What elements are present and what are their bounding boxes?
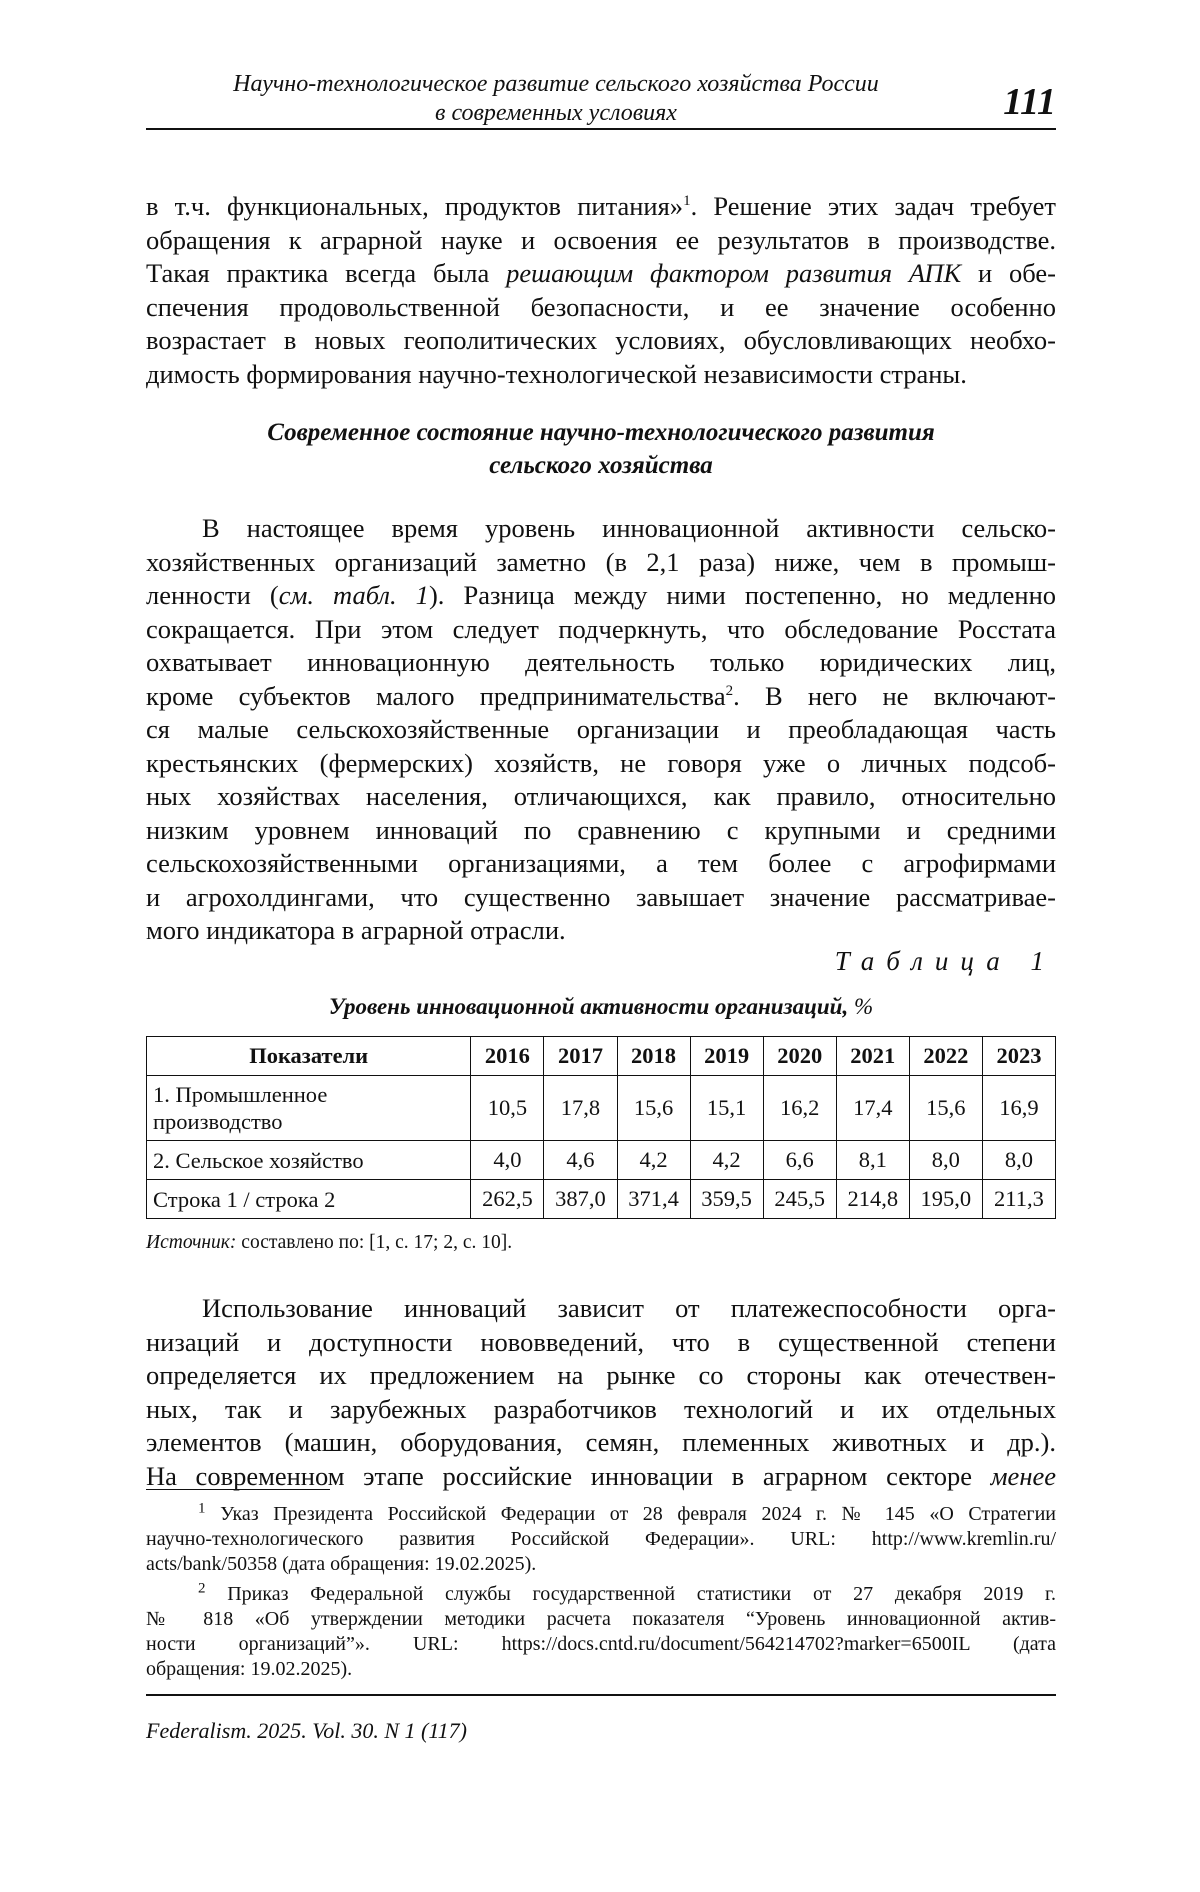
column-header-year: 2019 [690,1037,763,1076]
section-heading-line1: Современное состояние научно-технологического развития [267,419,935,446]
table-cell: 16,2 [763,1076,836,1141]
table-cell: 6,6 [763,1141,836,1180]
column-header-indicator: Показатели [147,1037,471,1076]
text-line: элементов (машин, оборудования, семян, племенных животных и др.). [146,1427,1056,1457]
column-header-year: 2020 [763,1037,836,1076]
table-header-row [147,1037,1056,1076]
text-line: На современном этапе российские инновации в аграрном секторе менее [146,1460,1056,1491]
footnote-ref-1[interactable]: 1 [683,193,691,210]
table-cell: 16,9 [982,1076,1055,1141]
text-line: крестьянских (фермерских) хозяйств, не говоря уже о личных подсоб- [146,747,1056,778]
running-title-line2: в современных условиях [435,100,677,126]
footer-separator [146,1694,1056,1696]
column-header-year: 2018 [617,1037,690,1076]
table-cell: 211,3 [982,1180,1055,1219]
table-cell: 371,4 [617,1180,690,1219]
table-cell: 4,2 [617,1141,690,1180]
table-cell: 8,1 [836,1141,909,1180]
table-cell: 10,5 [471,1076,544,1141]
table-row [147,1180,1056,1219]
footnote-mark: 1 [198,1500,206,1517]
table-cell: 15,1 [690,1076,763,1141]
table-cell: 8,0 [909,1141,982,1180]
table-unit: % [853,994,874,1019]
table-cell: 17,4 [836,1076,909,1141]
table-cell: 4,0 [471,1141,544,1180]
text-line: № 818 «Об утверждении методики расчета показателя “Уровень инновационной актив- [146,1608,1056,1630]
text-line: acts/bank/50358 (дата обращения: 19.02.2025). [146,1553,537,1575]
table-cell: 4,6 [544,1141,617,1180]
table-title: Уровень инновационной активности организаций, % [328,994,874,1019]
emphasis-text: менее [990,1460,1056,1491]
text-line: в т.ч. функциональных, продуктов питания»$^1$. Решение этих задач требует [146,191,1056,221]
table-cell: 387,0 [544,1180,617,1219]
text-line: В настоящее время уровень инновационной активности сельско- [202,513,1056,543]
table-cell: 359,5 [690,1180,763,1219]
footnote-1 [146,1502,1056,1577]
text-line: кроме субъектов малого предпринимательства$^2$. В него не включают- [146,680,1056,711]
text-line: обращения к аграрной науке и освоения ее результатов в производстве. [146,224,1056,255]
source-label: Источник: [146,1232,237,1253]
text-line: сокращается. При этом следует подчеркнуть, что обследование Росстата [146,613,1056,644]
text-line: $^2$ Приказ Федеральной службы государственной статистики от 27 декабря 2019 г. [198,1580,1056,1605]
table-cell: 245,5 [763,1180,836,1219]
footnote-2 [146,1582,1056,1682]
text-line: охватывает инновационную деятельность только юридических лиц, [146,647,1056,677]
column-header-year: 2016 [471,1037,544,1076]
row-indicator: Строка 1 / строка 2 [147,1180,471,1219]
text-line: хозяйственных организаций заметно (в 2,1 раза) ниже, чем в промыш- [146,546,1056,577]
text-line: мого индикатора в аграрной отрасли. [146,915,566,945]
footnote-link-line[interactable]: ности организаций”». URL: https://docs.cntd.ru/document/564214702?marker=6500IL (дата [146,1633,1056,1655]
section-heading-line2: сельского хозяйства [489,452,713,479]
footnote-link-line[interactable]: научно-технологического развития Российской Федерации». URL: http://www.kremlin.ru/ [146,1528,1056,1550]
table-label: Таблица 1 [834,946,1056,976]
footnote-separator [146,1489,330,1490]
text-line: ных, так и зарубежных разработчиков технологий и их отдельных [146,1393,1056,1424]
text-line: и агрохолдингами, что существенно завышает значение рассматривае- [146,881,1056,912]
table-cell: 4,2 [690,1141,763,1180]
table-cell: 15,6 [617,1076,690,1141]
running-header [146,62,1056,130]
row-indicator: 2. Сельское хозяйство [147,1141,471,1180]
text-line: $^1$ Указ Президента Российской Федерации от 28 февраля 2024 г. № 145 «О Стратегии [198,1500,1056,1525]
table-cell: 15,6 [909,1076,982,1141]
text-line: ся малые сельскохозяйственные организации и преобладающая часть [146,714,1056,744]
text-line: Использование инноваций зависит от платежеспособности орга- [202,1293,1056,1323]
text-line: низаций и доступности нововведений, что в существенной степени [146,1326,1056,1357]
text-line: низким уровнем инноваций по сравнению с крупными и средними [146,814,1056,845]
footer-citation: Federalism. 2025. Vol. 30. N 1 (117) [146,1718,468,1743]
emphasis-text: решающим фактором развития АПК [506,258,962,288]
running-title [146,70,966,128]
row-indicator: 1. Промышленное производство [147,1076,471,1141]
footnote-ref-2[interactable]: 2 [725,682,734,699]
column-header-year: 2022 [909,1037,982,1076]
text-line: Такая практика всегда была решающим фактором развития АПК и обе- [146,258,1056,288]
text-line: сельскохозяйственными организациями, а тем более с агрофирмами [146,848,1056,878]
page-number: 111 [1003,81,1056,123]
column-header-year: 2021 [836,1037,909,1076]
table-reference: см. табл. 1 [278,580,429,610]
text-line: ленности (см. табл. 1). Разница между ними постепенно, но медленно [146,580,1057,610]
table-row [147,1076,1056,1141]
intro-paragraph [146,190,1056,391]
table-source-note: Источник: составлено по: [1, с. 17; 2, с. 10]. [146,1232,513,1253]
text-line: обращения: 19.02.2025). [146,1658,353,1680]
table-cell: 8,0 [982,1141,1055,1180]
text-line: спечения продовольственной безопасности, и ее значение особенно [146,291,1056,322]
table-cell: 214,8 [836,1180,909,1219]
second-paragraph [146,1292,1056,1493]
table-cell: 262,5 [471,1180,544,1219]
main-paragraph [146,512,1056,948]
table-cell: 195,0 [909,1180,982,1219]
text-line: ных хозяйствах населения, отличающихся, как правило, относительно [146,781,1056,811]
footnote-mark: 2 [198,1580,206,1597]
table-cell: 17,8 [544,1076,617,1141]
table-row [147,1141,1056,1180]
text-line: возрастает в новых геополитических условиях, обусловливающих необхо- [146,325,1056,355]
innovation-activity-table [146,1036,1056,1219]
text-line: димость формирования научно-технологической независимости страны. [146,358,967,389]
running-title-line1: Научно-технологическое развитие сельского хозяйства России [233,71,879,97]
section-heading [146,416,1056,482]
text-line: определяется их предложением на рынке со стороны как отечествен- [146,1360,1056,1390]
column-header-year: 2023 [982,1037,1055,1076]
column-header-year: 2017 [544,1037,617,1076]
